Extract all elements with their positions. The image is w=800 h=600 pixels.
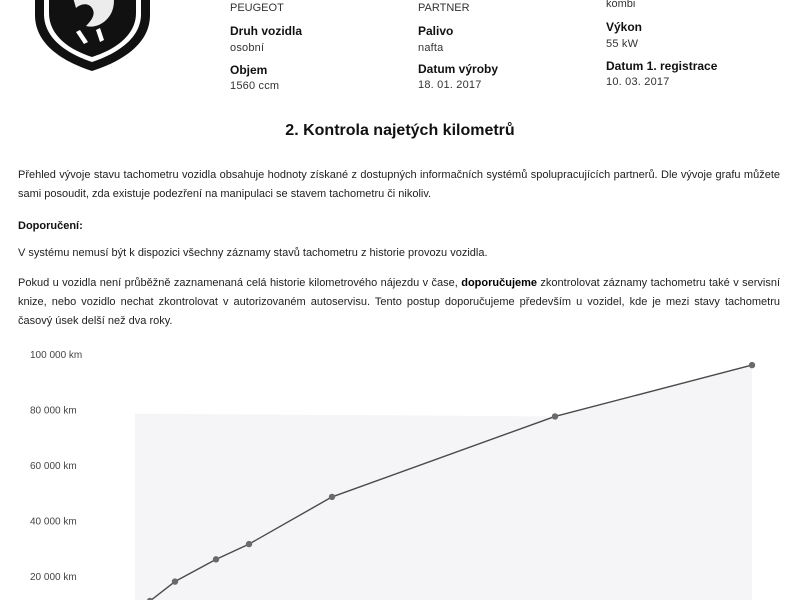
- fuel-value: nafta: [418, 42, 444, 54]
- body-value: kombi: [606, 0, 636, 10]
- recommendation-2-bold: doporučujeme: [461, 277, 538, 289]
- power-field: [606, 20, 642, 51]
- power-value: 55 kW: [606, 38, 639, 50]
- volume-value: 1560 ccm: [230, 80, 280, 92]
- y-tick-label: 60 000 km: [30, 461, 77, 472]
- section-title: 2. Kontrola najetých kilometrů: [285, 122, 515, 139]
- registration-date-field: [606, 59, 717, 89]
- y-tick-label: 80 000 km: [30, 405, 77, 417]
- recommendation-paragraph-2: [18, 274, 780, 331]
- volume-field: [230, 63, 279, 93]
- y-tick-label: 40 000 km: [30, 516, 77, 528]
- vehicle-type-label: Druh vozidla: [230, 24, 303, 38]
- vehicle-type-field: [230, 24, 302, 55]
- manufacture-date-label: Datum výroby: [418, 62, 499, 76]
- fuel-field: [418, 24, 453, 55]
- manufacture-date-field: [418, 62, 498, 92]
- intro-paragraph: Přehled vývoje stavu tachometru vozidla obsahuje hodnoty získané z dostupných informačních systémů spolupracujících partnerů. Dle vývoje grafu můžete sami posoudit, zda existuje podezření na manipulaci se stavem tachometru či nikoliv.: [18, 169, 780, 200]
- registration-date-label: Datum 1. registrace: [606, 59, 718, 73]
- data-point[interactable]: [329, 494, 335, 500]
- chart-shaded-area: [135, 365, 752, 600]
- volume-label: Objem: [230, 63, 268, 77]
- data-point[interactable]: [172, 578, 178, 584]
- y-tick-label: 100 000 km: [30, 350, 83, 361]
- chart-y-ticks: [30, 350, 82, 583]
- recommendation-paragraph-1: V systému nemusí být k dispozici všechny záznamy stavů tachometru z historie provozu vozidla.: [18, 247, 488, 259]
- fuel-label: Palivo: [418, 24, 454, 38]
- chart-fill-layer: [135, 365, 752, 600]
- recommendation-heading: Doporučení:: [18, 220, 83, 232]
- recommendation-2-part1: Pokud u vozidla není průběžně zaznamenaná celá historie kilometrového nájezdu v čase,: [18, 277, 462, 289]
- registration-date-value: 10. 03. 2017: [606, 76, 670, 88]
- odometer-chart: [0, 340, 800, 600]
- model-value: PARTNER: [418, 2, 470, 14]
- data-point[interactable]: [246, 541, 252, 547]
- brand-value: PEUGEOT: [230, 2, 284, 14]
- peugeot-logo: [30, 0, 155, 72]
- vehicle-type-value: osobní: [230, 42, 265, 54]
- power-label: Výkon: [606, 20, 643, 34]
- data-point[interactable]: [552, 413, 558, 419]
- data-point[interactable]: [213, 556, 219, 562]
- manufacture-date-value: 18. 01. 2017: [418, 79, 482, 91]
- y-tick-label: 20 000 km: [30, 572, 77, 583]
- recommendation-2-part2: zkontrolovat záznamy tachometru také v servisní knize, nebo vozidlo nechat zkontrolovat v autorizovaném autoservisu. Tento postup doporučujeme především u vozidel, kde je mezi stavy tachometru časový úsek delší než dva roky.: [18, 277, 780, 327]
- data-point[interactable]: [749, 362, 755, 368]
